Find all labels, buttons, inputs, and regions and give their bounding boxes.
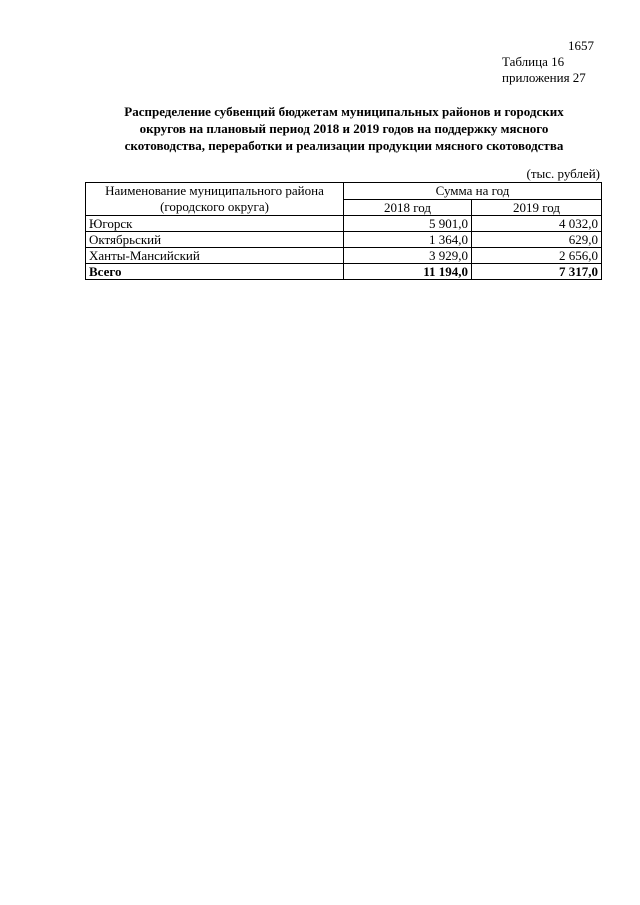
title-line-3: скотоводства, переработки и реализации продукции мясного скотоводства xyxy=(124,138,564,153)
cell-name: Октябрьский xyxy=(86,232,344,248)
cell-2018: 5 901,0 xyxy=(344,216,472,232)
table-row xyxy=(86,232,602,248)
table-label-number: Таблица 16 xyxy=(502,54,565,69)
total-2018: 11 194,0 xyxy=(344,264,472,280)
cell-2018: 3 929,0 xyxy=(344,248,472,264)
header-name xyxy=(86,183,344,216)
cell-2019: 4 032,0 xyxy=(472,216,602,232)
header-year-2018: 2018 год xyxy=(344,199,472,216)
header-sum-group: Сумма на год xyxy=(344,183,602,200)
page-number: 1657 xyxy=(568,38,594,53)
table-row xyxy=(86,216,602,232)
cell-name: Югорск xyxy=(86,216,344,232)
table-label xyxy=(502,54,586,86)
table-label-appendix: приложения 27 xyxy=(502,70,586,85)
table-total-row xyxy=(86,264,602,280)
subvention-table xyxy=(85,182,602,280)
units-note: (тыс. рублей) xyxy=(526,166,600,181)
total-label: Всего xyxy=(86,264,344,280)
header-year-2019: 2019 год xyxy=(472,199,602,216)
total-2019: 7 317,0 xyxy=(472,264,602,280)
document-title xyxy=(86,103,602,154)
cell-2019: 2 656,0 xyxy=(472,248,602,264)
cell-name: Ханты-Мансийский xyxy=(86,248,344,264)
table-header-row xyxy=(86,183,602,200)
cell-2019: 629,0 xyxy=(472,232,602,248)
header-name-line-2: (городского округа) xyxy=(160,199,269,214)
header-name-line-1: Наименование муниципального района xyxy=(105,183,324,198)
cell-2018: 1 364,0 xyxy=(344,232,472,248)
title-line-1: Распределение субвенций бюджетам муниципальных районов и городских xyxy=(124,104,564,119)
table-row xyxy=(86,248,602,264)
title-line-2: округов на плановый период 2018 и 2019 годов на поддержку мясного xyxy=(139,121,549,136)
